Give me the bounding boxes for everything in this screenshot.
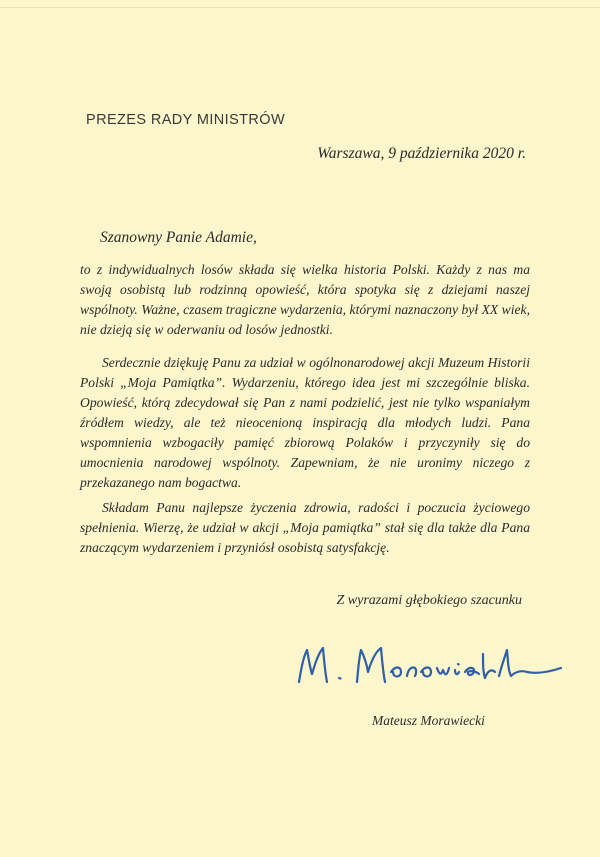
signatory-name: Mateusz Morawiecki (372, 713, 485, 728)
closing-phrase: Z wyrazami głębokiego szacunku (336, 593, 522, 608)
salutation: Szanowny Panie Adamie, (100, 229, 257, 246)
paragraph-1: to z indywidualnych losów składa się wielka historia Polski. Każdy z nas ma swoją osobistą lub rodzinną opowieść, która spotyka się z dziejami naszej wspólnoty. Ważne, czasem tragiczne wydarzenia, którymi naznaczony był XX wiek, nie dzieją się w oderwaniu od losów jednostki. (80, 262, 530, 337)
letterhead-title: PREZES RADY MINISTRÓW (86, 112, 286, 128)
handwritten-signature (295, 642, 567, 688)
paragraph-3: Składam Panu najlepsze życzenia zdrowia, radości i poczucia życiowego spełnienia. Wierzę, że udział w akcji „Moja pamiątka” stał się dla także dla Pana znaczącym wydarzeniem i przyniósł osobistą satysfakcję. (80, 500, 530, 555)
paragraph-2: Serdecznie dziękuję Panu za udział w ogólnonarodowej akcji Muzeum Historii Polski „Moja Pamiątka”. Wydarzeniu, którego idea jest mi szczególnie bliska. Opowieść, którą zdecydował się Pan z nami podzielić, jest nie tylko wspaniałym źródłem wiedzy, ale też nieocenioną inspiracją dla młodych ludzi. Pana wspomnienia wzbogaciły pamięć zbiorową Polaków i przyczyniły się do umocnienia narodowej wspólnoty. Zapewniam, że nie uronimy niczego z przekazanego nam bogactwa. (80, 355, 530, 490)
letter-date: Warszawa, 9 października 2020 r. (317, 145, 526, 162)
page-edge-line (0, 7, 600, 8)
